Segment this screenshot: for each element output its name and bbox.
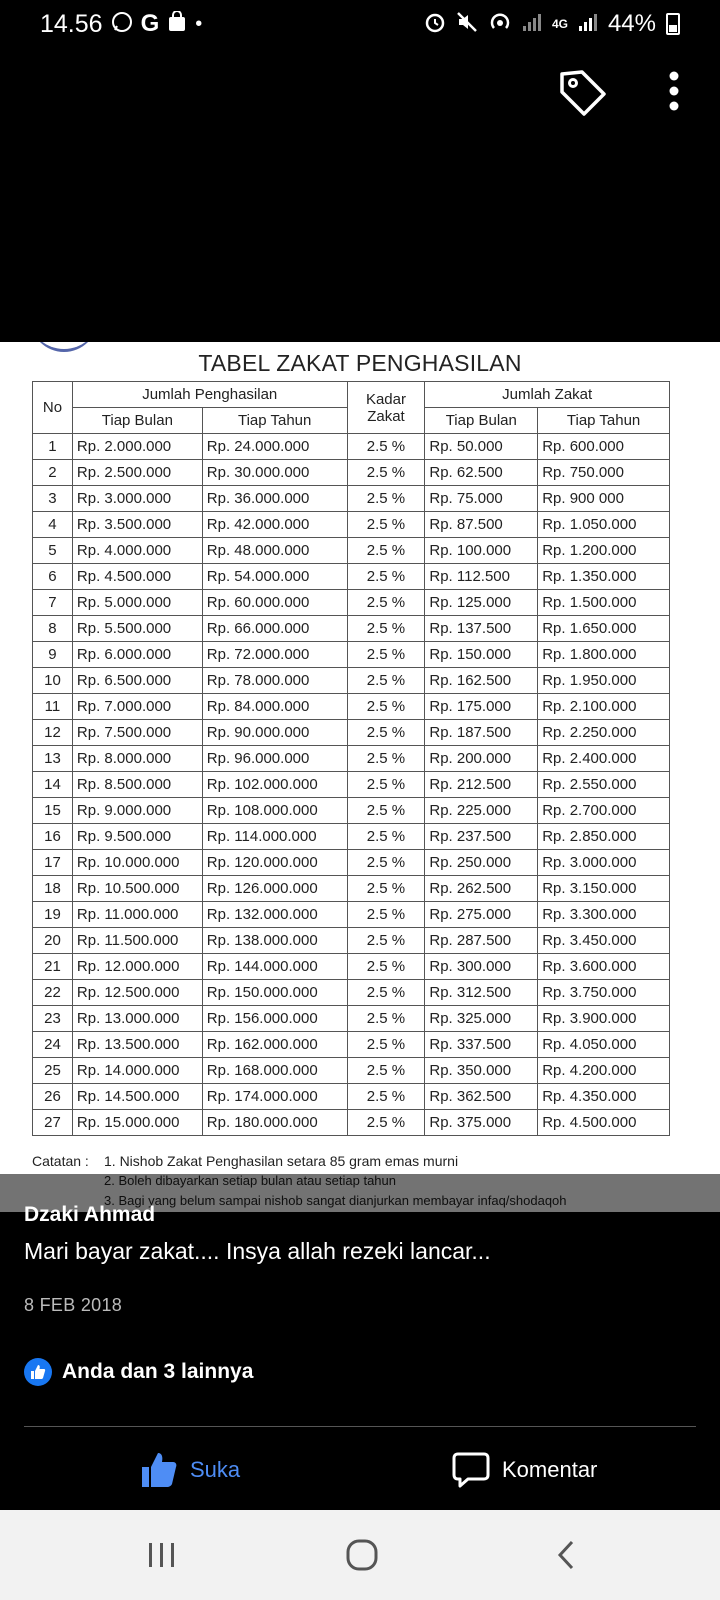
table-title: TABEL ZAKAT PENGHASILAN xyxy=(198,350,522,376)
table-cell: Rp. 750.000 xyxy=(538,460,670,486)
whatsapp-icon xyxy=(111,11,133,37)
tag-icon xyxy=(556,66,610,120)
table-cell: 2 xyxy=(33,460,73,486)
battery-icon xyxy=(666,13,680,35)
table-cell: 2.5 % xyxy=(347,980,425,1006)
table-cell: 2.5 % xyxy=(347,746,425,772)
table-cell: Rp. 1.350.000 xyxy=(538,564,670,590)
table-cell: Rp. 6.000.000 xyxy=(72,642,202,668)
table-cell: 4 xyxy=(33,512,73,538)
table-cell: Rp. 175.000 xyxy=(425,694,538,720)
table-row xyxy=(33,590,670,616)
table-cell: Rp. 102.000.000 xyxy=(202,772,347,798)
table-cell: 2.5 % xyxy=(347,1006,425,1032)
table-cell: Rp. 375.000 xyxy=(425,1110,538,1136)
table-cell: 2.5 % xyxy=(347,772,425,798)
zakat-table xyxy=(32,381,670,1136)
table-cell: Rp. 87.500 xyxy=(425,512,538,538)
notification-dot-icon: • xyxy=(195,13,203,35)
like-label: Suka xyxy=(190,1457,241,1482)
table-cell: Rp. 225.000 xyxy=(425,798,538,824)
table-cell: Rp. 48.000.000 xyxy=(202,538,347,564)
table-cell: Rp. 125.000 xyxy=(425,590,538,616)
like-reaction-icon xyxy=(24,1358,52,1386)
table-cell: Rp. 126.000.000 xyxy=(202,876,347,902)
table-row xyxy=(33,980,670,1006)
status-bar xyxy=(0,0,720,48)
table-cell: 26 xyxy=(33,1084,73,1110)
more-vertical-icon xyxy=(656,66,692,120)
table-cell: Rp. 4.500.000 xyxy=(538,1110,670,1136)
table-cell: 2.5 % xyxy=(347,590,425,616)
table-cell: Rp. 84.000.000 xyxy=(202,694,347,720)
table-cell: Rp. 312.500 xyxy=(425,980,538,1006)
table-cell: Rp. 150.000 xyxy=(425,642,538,668)
table-row xyxy=(33,1032,670,1058)
comment-button[interactable] xyxy=(452,1448,597,1492)
signal-icon-2 xyxy=(578,12,598,36)
header-zakat: Zakat xyxy=(367,407,405,425)
table-cell: 2.5 % xyxy=(347,486,425,512)
table-cell: Rp. 4.350.000 xyxy=(538,1084,670,1110)
table-cell: 2.5 % xyxy=(347,512,425,538)
table-cell: Rp. 8.500.000 xyxy=(72,772,202,798)
table-cell: Rp. 112.500 xyxy=(425,564,538,590)
table-row xyxy=(33,434,670,460)
table-cell: 18 xyxy=(33,876,73,902)
table-cell: Rp. 2.850.000 xyxy=(538,824,670,850)
table-cell: 2.5 % xyxy=(347,876,425,902)
table-cell: Rp. 3.750.000 xyxy=(538,980,670,1006)
table-cell: Rp. 11.000.000 xyxy=(72,902,202,928)
note-item: 1. Nishob Zakat Penghasilan setara 85 gram emas murni xyxy=(104,1153,459,1169)
header-penghasilan-tiap-tahun: Tiap Tahun xyxy=(202,408,347,434)
table-cell: Rp. 144.000.000 xyxy=(202,954,347,980)
table-row xyxy=(33,486,670,512)
table-row xyxy=(33,746,670,772)
table-row xyxy=(33,694,670,720)
home-icon xyxy=(345,1538,379,1572)
table-cell: Rp. 1.200.000 xyxy=(538,538,670,564)
table-row xyxy=(33,538,670,564)
battery-percent: 44% xyxy=(607,10,656,37)
post-date: 8 FEB 2018 xyxy=(24,1295,123,1315)
table-cell: 14 xyxy=(33,772,73,798)
table-cell: Rp. 600.000 xyxy=(538,434,670,460)
table-cell: Rp. 3.600.000 xyxy=(538,954,670,980)
table-cell: Rp. 4.200.000 xyxy=(538,1058,670,1084)
table-cell: 9 xyxy=(33,642,73,668)
table-row xyxy=(33,1058,670,1084)
table-cell: 17 xyxy=(33,850,73,876)
table-cell: 7 xyxy=(33,590,73,616)
table-cell: Rp. 30.000.000 xyxy=(202,460,347,486)
table-cell: 8 xyxy=(33,616,73,642)
table-cell: Rp. 3.000.000 xyxy=(72,486,202,512)
table-cell: 2.5 % xyxy=(347,616,425,642)
table-cell: 2.5 % xyxy=(347,928,425,954)
table-cell: Rp. 168.000.000 xyxy=(202,1058,347,1084)
reactions-summary[interactable] xyxy=(24,1358,253,1386)
table-row xyxy=(33,642,670,668)
system-nav-bar xyxy=(0,1510,720,1600)
table-cell: 25 xyxy=(33,1058,73,1084)
header-no: No xyxy=(33,382,73,434)
header-kadar-zakat xyxy=(347,382,425,434)
table-cell: Rp. 96.000.000 xyxy=(202,746,347,772)
table-cell: Rp. 156.000.000 xyxy=(202,1006,347,1032)
table-cell: Rp. 3.300.000 xyxy=(538,902,670,928)
table-cell: Rp. 262.500 xyxy=(425,876,538,902)
table-cell: Rp. 2.550.000 xyxy=(538,772,670,798)
table-cell: 19 xyxy=(33,902,73,928)
header-zakat-tiap-tahun: Tiap Tahun xyxy=(538,408,670,434)
header-kadar: Kadar xyxy=(365,390,406,408)
table-cell: Rp. 2.100.000 xyxy=(538,694,670,720)
recent-apps-button[interactable] xyxy=(132,1530,192,1580)
table-row xyxy=(33,668,670,694)
table-row xyxy=(33,902,670,928)
header-penghasilan-tiap-bulan: Tiap Bulan xyxy=(72,408,202,434)
table-cell: Rp. 250.000 xyxy=(425,850,538,876)
mute-icon xyxy=(456,11,478,37)
thumbs-up-icon xyxy=(140,1451,178,1489)
likes-text: Anda dan 3 lainnya xyxy=(62,1360,254,1383)
table-cell: Rp. 1.050.000 xyxy=(538,512,670,538)
table-row xyxy=(33,1110,670,1136)
header-zakat-tiap-bulan: Tiap Bulan xyxy=(425,408,538,434)
table-cell: Rp. 36.000.000 xyxy=(202,486,347,512)
table-cell: Rp. 1.950.000 xyxy=(538,668,670,694)
table-cell: Rp. 2.700.000 xyxy=(538,798,670,824)
table-cell: 2.5 % xyxy=(347,564,425,590)
table-cell: 20 xyxy=(33,928,73,954)
table-cell: 2.5 % xyxy=(347,954,425,980)
table-cell: Rp. 138.000.000 xyxy=(202,928,347,954)
header-jumlah-penghasilan: Jumlah Penghasilan xyxy=(72,382,347,408)
table-row xyxy=(33,876,670,902)
table-cell: 2.5 % xyxy=(347,460,425,486)
table-cell: Rp. 78.000.000 xyxy=(202,668,347,694)
table-cell: Rp. 72.000.000 xyxy=(202,642,347,668)
alarm-icon xyxy=(424,11,446,37)
tag-button[interactable] xyxy=(556,66,610,120)
table-cell: Rp. 3.000.000 xyxy=(538,850,670,876)
table-cell: 13 xyxy=(33,746,73,772)
table-cell: 2.5 % xyxy=(347,902,425,928)
table-cell: Rp. 5.500.000 xyxy=(72,616,202,642)
table-cell: Rp. 325.000 xyxy=(425,1006,538,1032)
table-cell: Rp. 900 000 xyxy=(538,486,670,512)
post-photo[interactable] xyxy=(0,342,720,1212)
table-cell: Rp. 8.000.000 xyxy=(72,746,202,772)
table-cell: 3 xyxy=(33,486,73,512)
table-cell: Rp. 3.150.000 xyxy=(538,876,670,902)
like-button[interactable] xyxy=(140,1448,240,1492)
table-cell: Rp. 132.000.000 xyxy=(202,902,347,928)
notes-label: Catatan : xyxy=(32,1153,89,1169)
table-cell: Rp. 4.500.000 xyxy=(72,564,202,590)
table-cell: Rp. 5.000.000 xyxy=(72,590,202,616)
table-row xyxy=(33,512,670,538)
table-cell: 2.5 % xyxy=(347,1058,425,1084)
status-time: 14.56 xyxy=(40,9,103,38)
more-options-button[interactable] xyxy=(656,66,692,120)
table-cell: Rp. 90.000.000 xyxy=(202,720,347,746)
table-cell: Rp. 24.000.000 xyxy=(202,434,347,460)
table-cell: 5 xyxy=(33,538,73,564)
table-row xyxy=(33,1084,670,1110)
table-cell: Rp. 15.000.000 xyxy=(72,1110,202,1136)
table-cell: 16 xyxy=(33,824,73,850)
back-icon xyxy=(554,1539,578,1571)
table-cell: Rp. 180.000.000 xyxy=(202,1110,347,1136)
table-cell: Rp. 7.500.000 xyxy=(72,720,202,746)
table-cell: Rp. 13.500.000 xyxy=(72,1032,202,1058)
zakat-table-body xyxy=(33,434,670,1136)
table-cell: Rp. 212.500 xyxy=(425,772,538,798)
table-cell: 2.5 % xyxy=(347,538,425,564)
table-row xyxy=(33,798,670,824)
table-cell: Rp. 2.250.000 xyxy=(538,720,670,746)
table-row xyxy=(33,720,670,746)
table-cell: Rp. 350.000 xyxy=(425,1058,538,1084)
table-cell: Rp. 10.500.000 xyxy=(72,876,202,902)
table-cell: Rp. 62.500 xyxy=(425,460,538,486)
table-cell: 22 xyxy=(33,980,73,1006)
table-row xyxy=(33,772,670,798)
table-cell: Rp. 4.000.000 xyxy=(72,538,202,564)
table-cell: Rp. 14.500.000 xyxy=(72,1084,202,1110)
table-cell: 2.5 % xyxy=(347,434,425,460)
table-cell: 2.5 % xyxy=(347,1032,425,1058)
signal-icon xyxy=(522,12,542,36)
table-cell: Rp. 66.000.000 xyxy=(202,616,347,642)
table-row xyxy=(33,616,670,642)
table-cell: Rp. 7.000.000 xyxy=(72,694,202,720)
table-cell: 2.5 % xyxy=(347,1084,425,1110)
table-cell: 2.5 % xyxy=(347,720,425,746)
table-cell: Rp. 162.500 xyxy=(425,668,538,694)
table-cell: Rp. 1.500.000 xyxy=(538,590,670,616)
table-cell: Rp. 6.500.000 xyxy=(72,668,202,694)
table-cell: Rp. 174.000.000 xyxy=(202,1084,347,1110)
table-cell: Rp. 200.000 xyxy=(425,746,538,772)
table-cell: Rp. 187.500 xyxy=(425,720,538,746)
home-button[interactable] xyxy=(332,1530,392,1580)
table-row xyxy=(33,564,670,590)
table-cell: Rp. 54.000.000 xyxy=(202,564,347,590)
table-cell: 15 xyxy=(33,798,73,824)
table-cell: Rp. 337.500 xyxy=(425,1032,538,1058)
table-cell: Rp. 362.500 xyxy=(425,1084,538,1110)
table-cell: 21 xyxy=(33,954,73,980)
table-cell: Rp. 100.000 xyxy=(425,538,538,564)
table-cell: 2.5 % xyxy=(347,668,425,694)
table-cell: 27 xyxy=(33,1110,73,1136)
shop-icon xyxy=(167,11,187,37)
table-cell: Rp. 4.050.000 xyxy=(538,1032,670,1058)
table-cell: Rp. 9.000.000 xyxy=(72,798,202,824)
table-cell: Rp. 137.500 xyxy=(425,616,538,642)
table-cell: Rp. 3.500.000 xyxy=(72,512,202,538)
back-button[interactable] xyxy=(536,1530,596,1580)
table-row xyxy=(33,1006,670,1032)
table-cell: Rp. 9.500.000 xyxy=(72,824,202,850)
table-cell: 2.5 % xyxy=(347,694,425,720)
table-cell: Rp. 10.000.000 xyxy=(72,850,202,876)
divider xyxy=(24,1426,696,1427)
table-cell: 24 xyxy=(33,1032,73,1058)
table-cell: Rp. 3.900.000 xyxy=(538,1006,670,1032)
table-cell: Rp. 1.800.000 xyxy=(538,642,670,668)
table-cell: 1 xyxy=(33,434,73,460)
table-cell: Rp. 120.000.000 xyxy=(202,850,347,876)
table-cell: Rp. 2.400.000 xyxy=(538,746,670,772)
table-cell: Rp. 300.000 xyxy=(425,954,538,980)
table-cell: Rp. 162.000.000 xyxy=(202,1032,347,1058)
table-cell: Rp. 287.500 xyxy=(425,928,538,954)
table-cell: 2.5 % xyxy=(347,850,425,876)
table-cell: 2.5 % xyxy=(347,1110,425,1136)
table-cell: Rp. 11.500.000 xyxy=(72,928,202,954)
table-cell: 2.5 % xyxy=(347,642,425,668)
table-row xyxy=(33,954,670,980)
google-icon: G xyxy=(140,10,160,37)
table-cell: 10 xyxy=(33,668,73,694)
table-cell: Rp. 14.000.000 xyxy=(72,1058,202,1084)
network-type: 4G xyxy=(551,17,568,31)
table-cell: Rp. 2.000.000 xyxy=(72,434,202,460)
table-cell: Rp. 75.000 xyxy=(425,486,538,512)
hotspot-icon xyxy=(488,11,512,37)
table-cell: Rp. 13.000.000 xyxy=(72,1006,202,1032)
table-cell: 11 xyxy=(33,694,73,720)
table-cell: Rp. 3.450.000 xyxy=(538,928,670,954)
table-row xyxy=(33,928,670,954)
table-cell: 6 xyxy=(33,564,73,590)
table-cell: 12 xyxy=(33,720,73,746)
table-cell: Rp. 108.000.000 xyxy=(202,798,347,824)
table-row xyxy=(33,460,670,486)
table-cell: Rp. 60.000.000 xyxy=(202,590,347,616)
post-author[interactable]: Dzaki Ahmad xyxy=(24,1203,156,1226)
table-cell: Rp. 50.000 xyxy=(425,434,538,460)
table-cell: Rp. 150.000.000 xyxy=(202,980,347,1006)
table-cell: Rp. 275.000 xyxy=(425,902,538,928)
table-cell: Rp. 237.500 xyxy=(425,824,538,850)
table-cell: Rp. 114.000.000 xyxy=(202,824,347,850)
comment-icon xyxy=(452,1451,490,1489)
table-row xyxy=(33,824,670,850)
comment-label: Komentar xyxy=(502,1457,598,1482)
table-cell: Rp. 42.000.000 xyxy=(202,512,347,538)
table-cell: Rp. 2.500.000 xyxy=(72,460,202,486)
table-cell: 2.5 % xyxy=(347,824,425,850)
table-cell: Rp. 12.500.000 xyxy=(72,980,202,1006)
recent-apps-icon xyxy=(147,1541,177,1569)
table-row xyxy=(33,850,670,876)
header-jumlah-zakat: Jumlah Zakat xyxy=(425,382,670,408)
table-cell: 23 xyxy=(33,1006,73,1032)
table-cell: 2.5 % xyxy=(347,798,425,824)
table-cell: Rp. 1.650.000 xyxy=(538,616,670,642)
table-cell: Rp. 12.000.000 xyxy=(72,954,202,980)
post-caption: Mari bayar zakat.... Insya allah rezeki lancar... xyxy=(24,1238,491,1264)
